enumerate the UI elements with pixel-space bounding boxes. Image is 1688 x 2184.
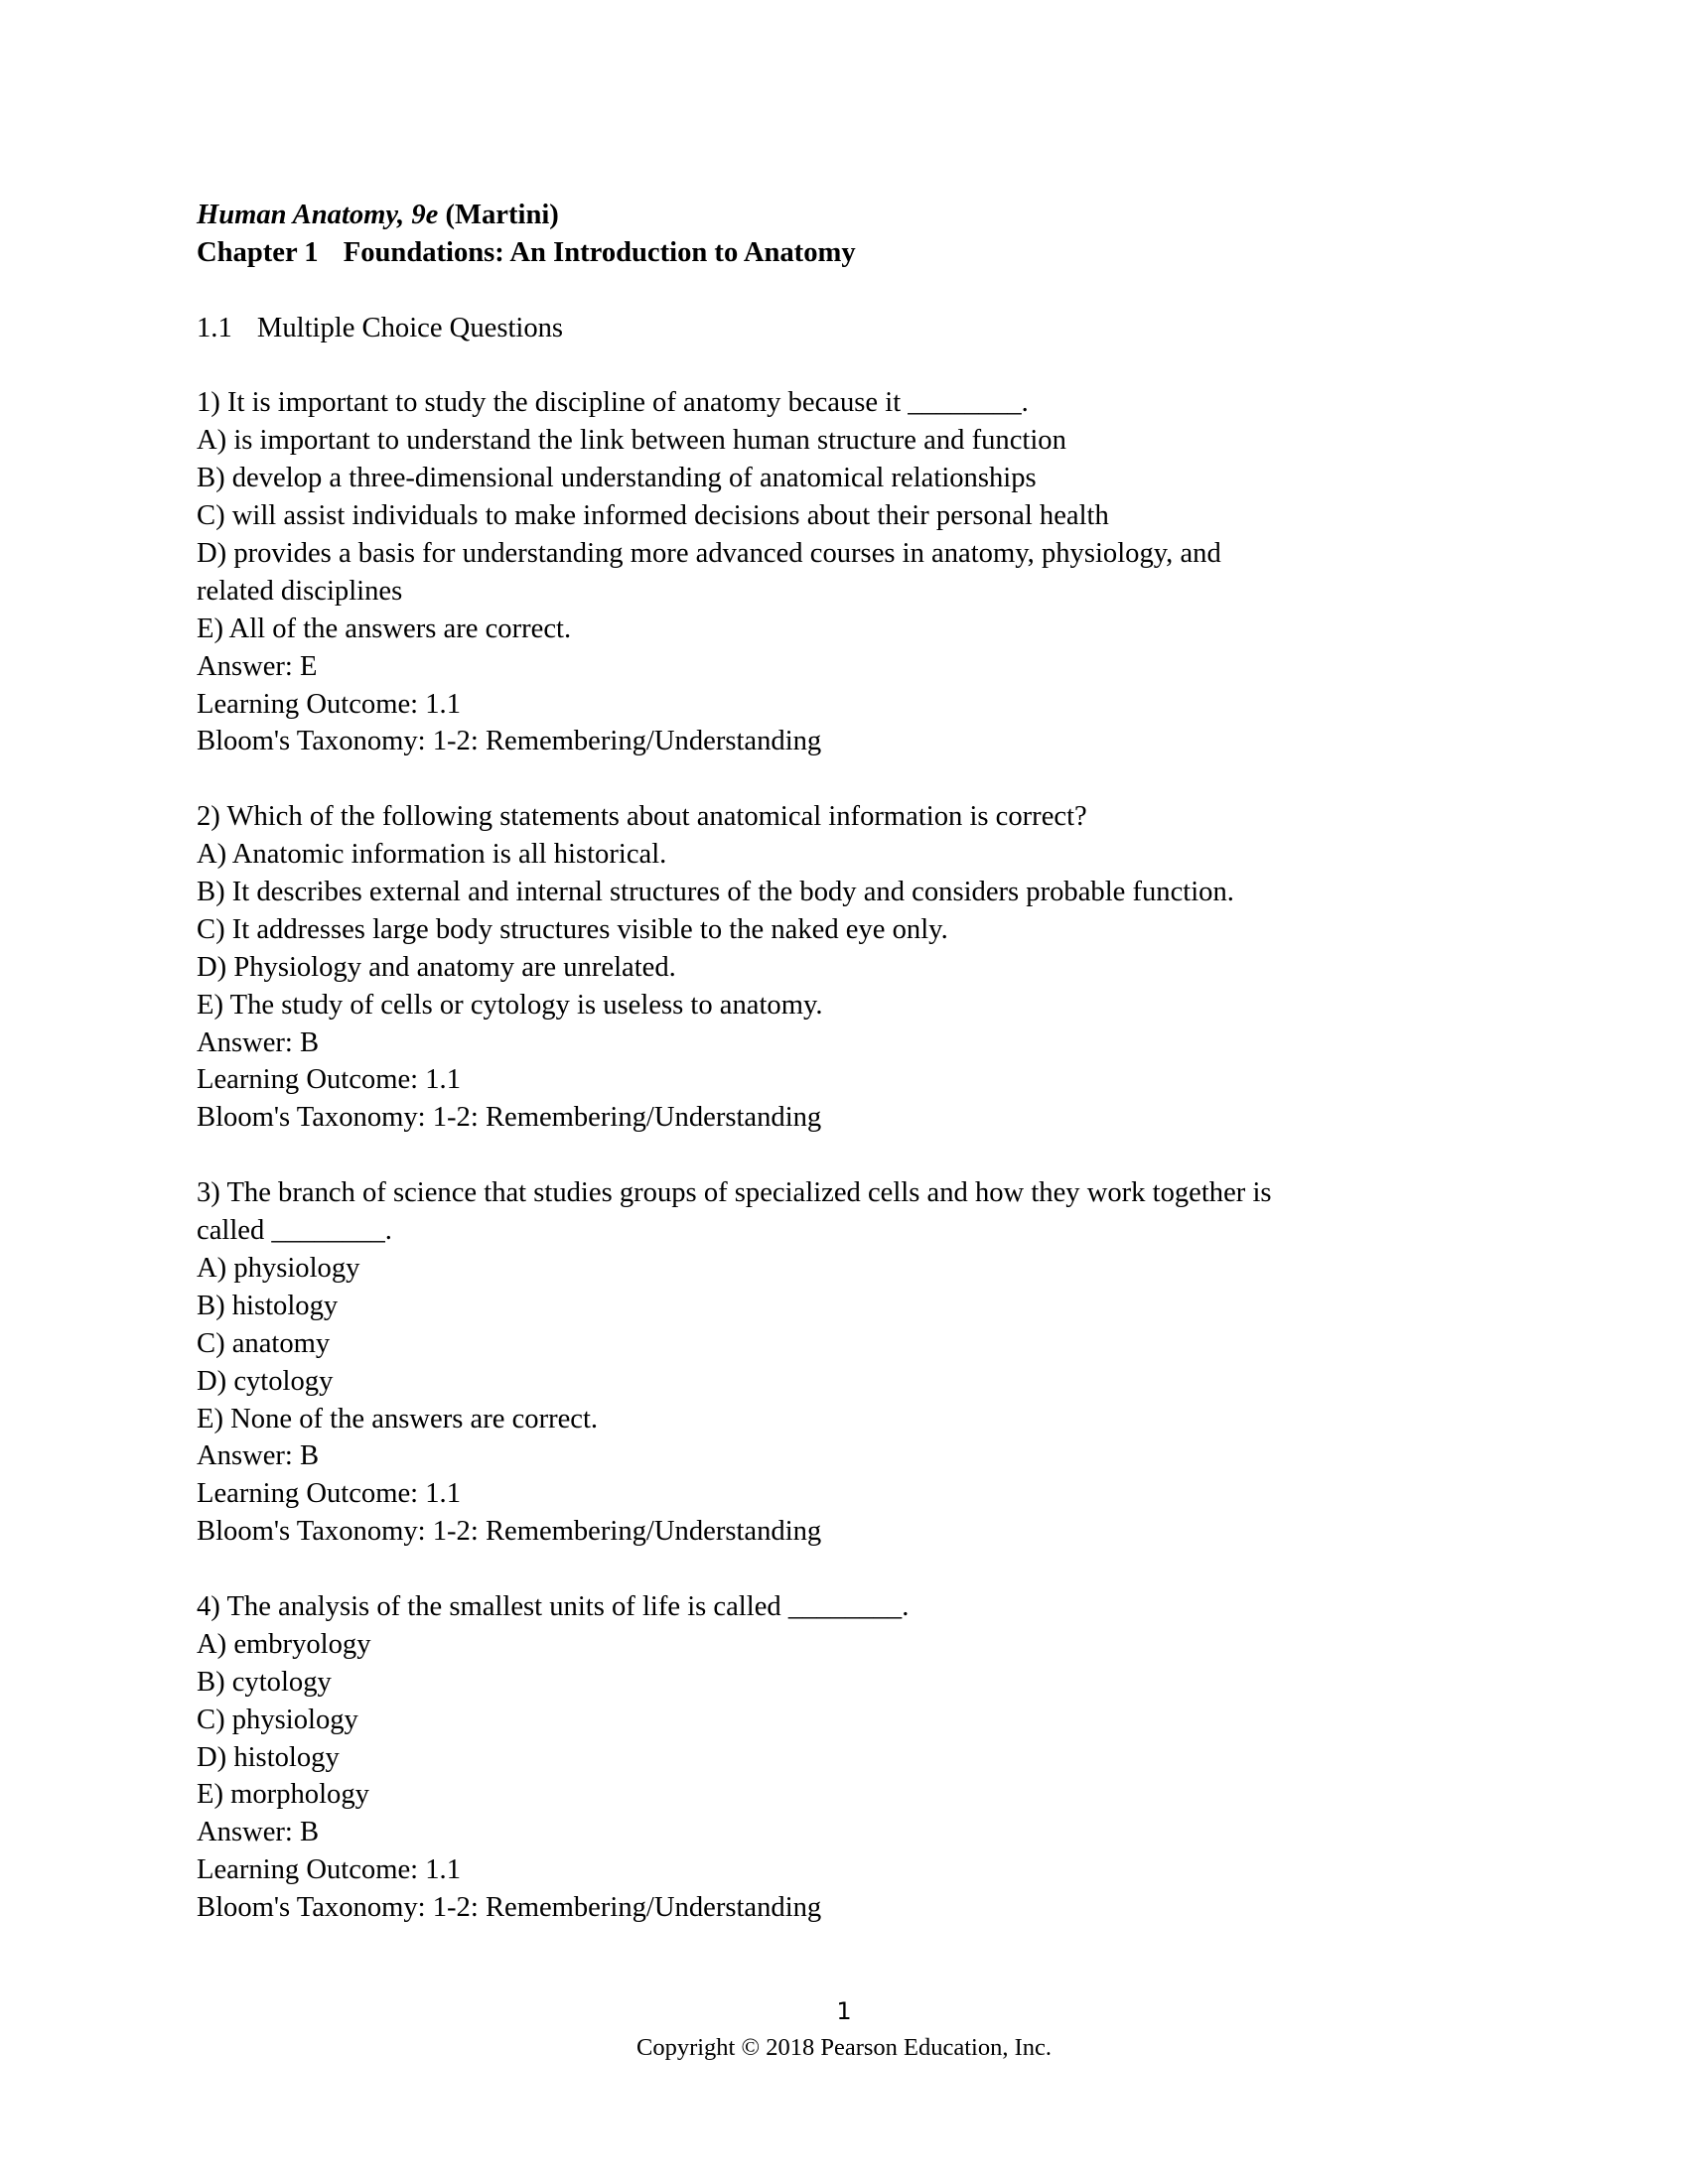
page-number: 1 — [836, 1997, 852, 2025]
question-3 — [197, 1174, 1507, 1551]
option-d: D) Physiology and anatomy are unrelated. — [197, 951, 676, 983]
chapter-label: Chapter 1 — [197, 236, 319, 268]
option-b: B) It describes external and internal structures of the body and considers probable function. — [197, 877, 1234, 908]
option-c: C) It addresses large body structures visible to the naked eye only. — [197, 913, 948, 945]
section-heading — [197, 310, 1507, 347]
spacer — [197, 1137, 1507, 1174]
option-d: D) provides a basis for understanding more advanced courses in anatomy, physiology, and — [197, 538, 1221, 570]
question-stem-continued: called ________. — [197, 1215, 392, 1247]
blooms-taxonomy: Bloom's Taxonomy: 1-2: Remembering/Understanding — [197, 726, 822, 757]
option-d: D) histology — [197, 1741, 340, 1773]
option-a: A) Anatomic information is all historical. — [197, 839, 667, 871]
option-e: E) The study of cells or cytology is useless to anatomy. — [197, 989, 823, 1021]
option-e: E) morphology — [197, 1779, 369, 1811]
option-c: C) physiology — [197, 1704, 358, 1735]
option-a: A) is important to understand the link between human structure and function — [197, 425, 1066, 457]
spacer — [197, 347, 1507, 385]
option-b: B) histology — [197, 1290, 339, 1321]
answer: Answer: E — [197, 650, 318, 682]
learning-outcome: Learning Outcome: 1.1 — [197, 1478, 462, 1510]
spacer — [197, 1551, 1507, 1588]
book-title: Human Anatomy, 9e — [197, 200, 439, 230]
question-stem: 4) The analysis of the smallest units of life is called ________. — [197, 1590, 910, 1622]
question-2 — [197, 798, 1507, 1137]
question-1 — [197, 384, 1507, 760]
option-a: A) embryology — [197, 1628, 371, 1660]
learning-outcome: Learning Outcome: 1.1 — [197, 1854, 462, 1886]
chapter-title: Foundations: An Introduction to Anatomy — [343, 236, 856, 268]
blooms-taxonomy: Bloom's Taxonomy: 1-2: Remembering/Understanding — [197, 1102, 822, 1134]
answer: Answer: B — [197, 1440, 320, 1472]
spacer — [197, 272, 1507, 310]
blooms-taxonomy: Bloom's Taxonomy: 1-2: Remembering/Understanding — [197, 1892, 822, 1924]
option-a: A) physiology — [197, 1252, 360, 1284]
option-b: B) develop a three-dimensional understanding of anatomical relationships — [197, 463, 1037, 494]
question-stem: 2) Which of the following statements about anatomical information is correct? — [197, 801, 1087, 833]
option-c: C) anatomy — [197, 1327, 331, 1359]
learning-outcome: Learning Outcome: 1.1 — [197, 688, 462, 720]
chapter-heading — [197, 234, 1507, 272]
book-author: (Martini) — [445, 200, 559, 230]
section-title: Multiple Choice Questions — [256, 312, 564, 343]
option-b: B) cytology — [197, 1666, 332, 1698]
book-title-line — [197, 197, 1507, 234]
blooms-taxonomy: Bloom's Taxonomy: 1-2: Remembering/Understanding — [197, 1516, 822, 1548]
answer: Answer: B — [197, 1026, 320, 1058]
option-e: E) All of the answers are correct. — [197, 613, 572, 644]
option-d: D) cytology — [197, 1365, 334, 1397]
option-e: E) None of the answers are correct. — [197, 1403, 599, 1434]
learning-outcome: Learning Outcome: 1.1 — [197, 1064, 462, 1096]
option-c: C) will assist individuals to make informed decisions about their personal health — [197, 500, 1109, 532]
answer: Answer: B — [197, 1817, 320, 1848]
option-d-continued: related disciplines — [197, 575, 403, 607]
section-number: 1.1 — [197, 312, 232, 343]
question-4 — [197, 1588, 1507, 1927]
question-stem: 3) The branch of science that studies groups of specialized cells and how they work together is — [197, 1177, 1272, 1209]
question-stem: 1) It is important to study the discipline of anatomy because it ________. — [197, 387, 1029, 419]
page-content — [197, 197, 1507, 1927]
spacer — [197, 760, 1507, 798]
copyright-notice: Copyright © 2018 Pearson Education, Inc. — [635, 2034, 1053, 2061]
